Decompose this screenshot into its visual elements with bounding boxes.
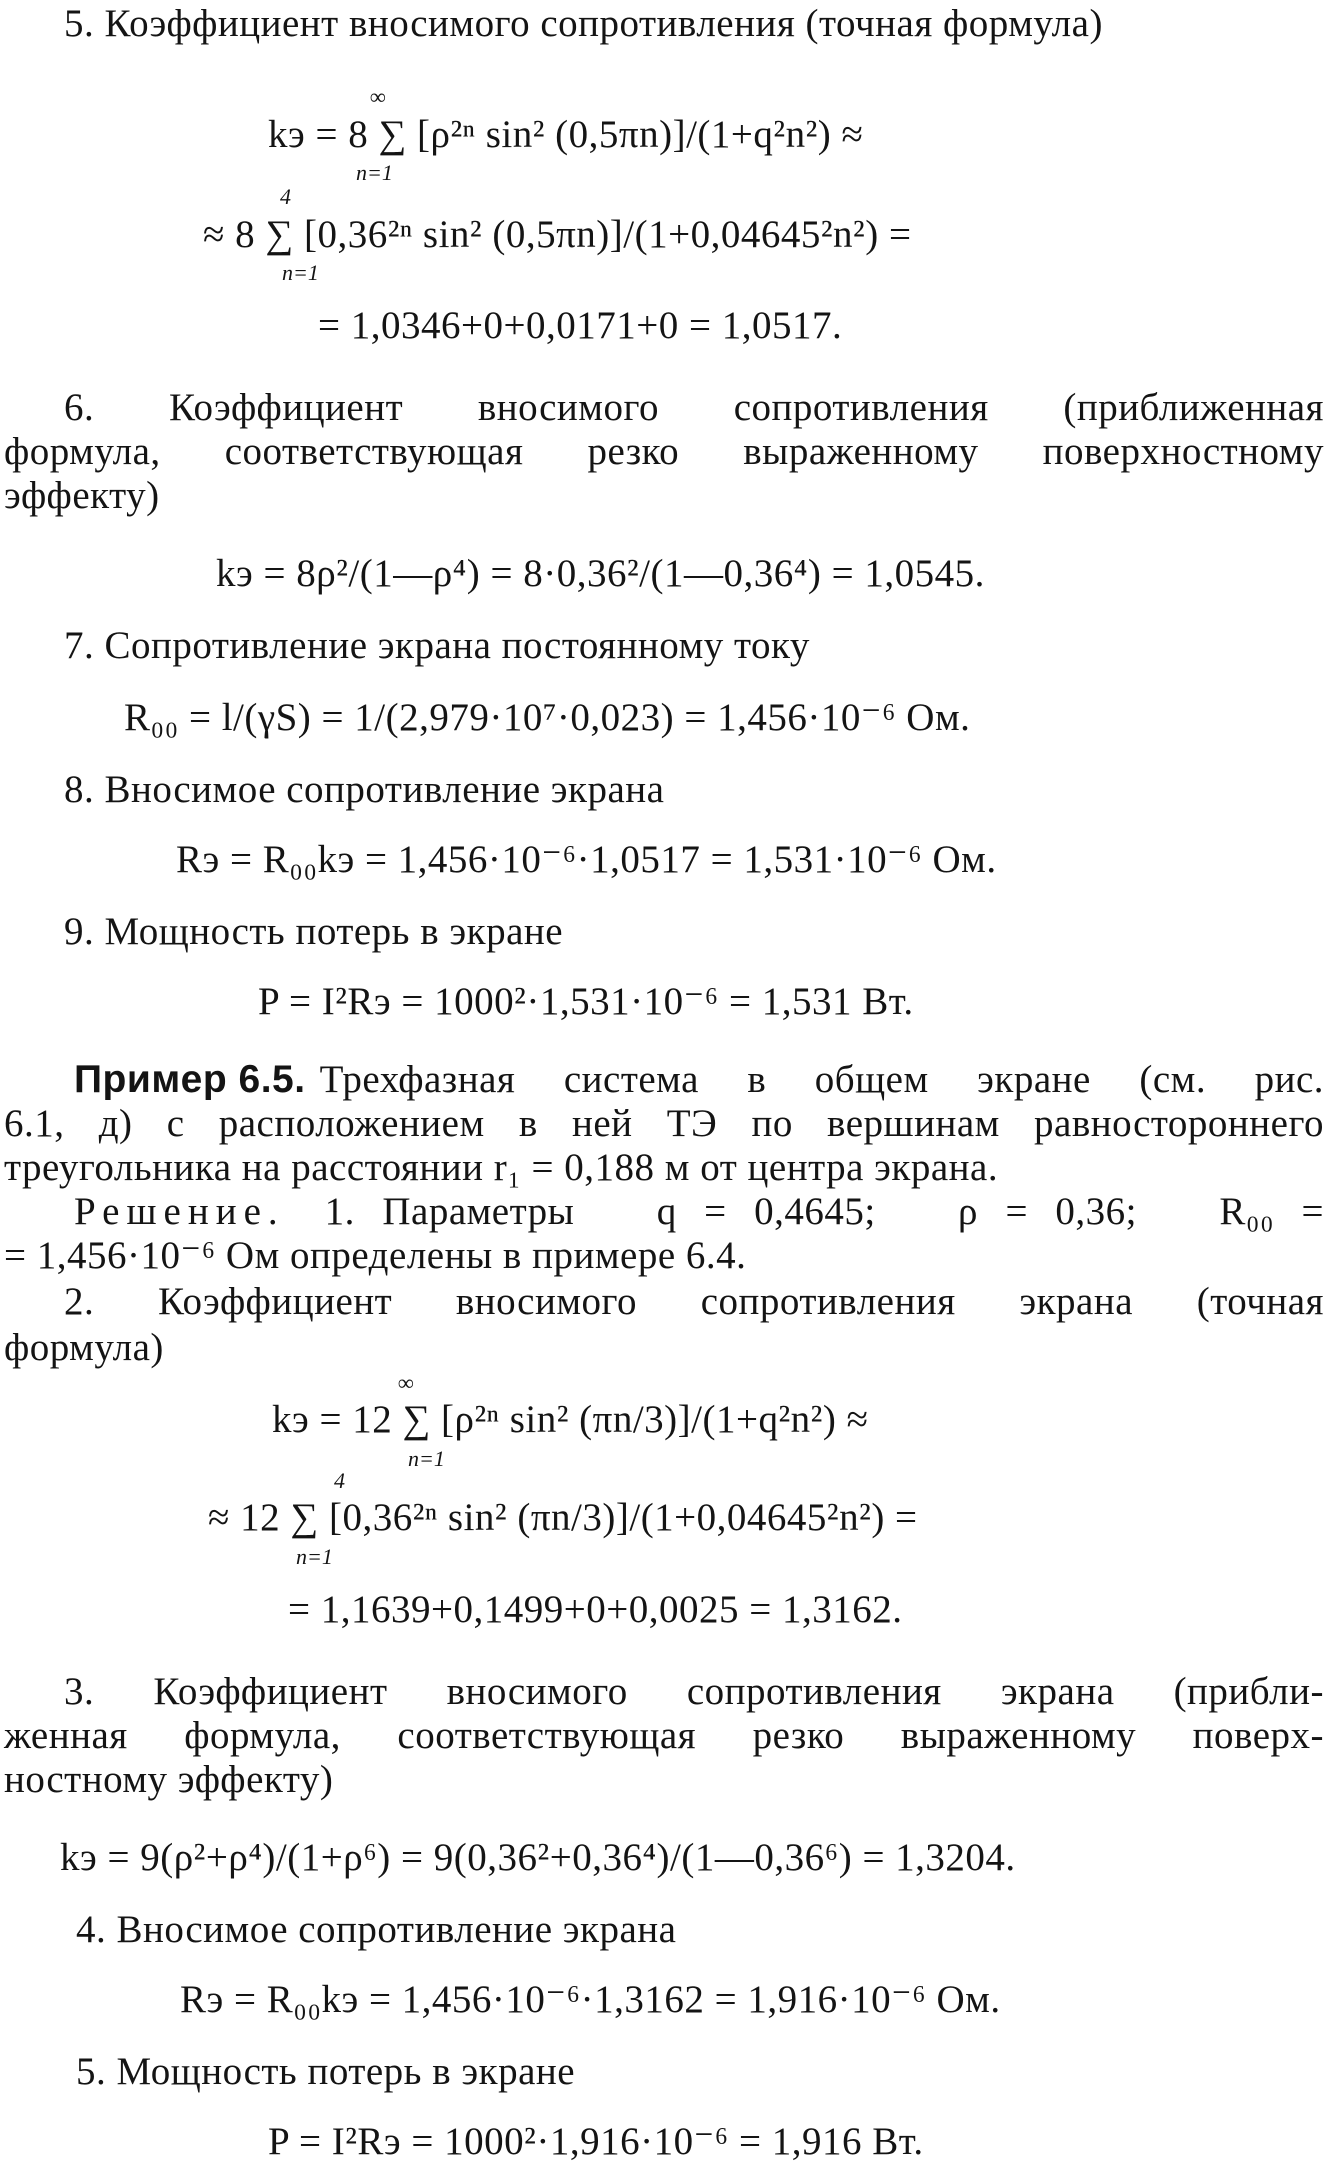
formula-re: Rэ = R₀₀kэ = 1,456·10⁻⁶·1,0517 = 1,531·10⁻⁶ Ом. [176, 838, 997, 881]
step3-line1: 3. Коэффициент вносимого сопротивления экрана (прибли- [64, 1670, 1324, 1713]
sum-lower-limit: n=1 [296, 1544, 333, 1569]
formula-k3-exact-result: = 1,1639+0,1499+0+0,0025 = 1,3162. [288, 1588, 903, 1631]
formula-k-approx: kэ = 8ρ²/(1—ρ⁴) = 8·0,36²/(1—0,36⁴) = 1,0545. [216, 552, 985, 595]
sum-upper-limit: ∞ [398, 1370, 414, 1395]
sum-upper-limit: 4 [280, 184, 291, 209]
step-9-heading: 9. Мощность потерь в экране [64, 910, 564, 953]
formula-r00: R₀₀ = l/(γS) = 1/(2,979·10⁷·0,023) = 1,456·10⁻⁶ Ом. [124, 696, 971, 739]
solution-line2: = 1,456·10⁻⁶ Ом определены в примере 6.4. [4, 1234, 747, 1277]
step-7-heading: 7. Сопротивление экрана постоянному току [64, 624, 810, 667]
formula-k-exact-result: = 1,0346+0+0,0171+0 = 1,0517. [318, 304, 843, 347]
formula-power-2: P = I²Rэ = 1000²·1,916·10⁻⁶ = 1,916 Вт. [268, 2120, 924, 2163]
formula-re-2: Rэ = R₀₀kэ = 1,456·10⁻⁶·1,3162 = 1,916·10⁻⁶ Ом. [180, 1978, 1001, 2021]
formula-k3-exact-line2: ≈ 12 ∑ [0,36²ⁿ sin² (πn/3)]/(1+0,04645²n²) = [208, 1496, 918, 1539]
sum-upper-limit: 4 [334, 1468, 345, 1493]
solution-params: 1. Параметры q = 0,4645; ρ = 0,36; R₀₀ = [324, 1190, 1324, 1233]
example-title-line [74, 1060, 1324, 1099]
example-line2: 6.1, д) с расположением в ней ТЭ по вершинам равностороннего [4, 1102, 1324, 1145]
sum-upper-limit: ∞ [370, 84, 386, 109]
formula-k3-approx: kэ = 9(ρ²+ρ⁴)/(1+ρ⁶) = 9(0,36²+0,36⁴)/(1—0,36⁶) = 1,3204. [60, 1836, 1016, 1879]
sum-lower-limit: n=1 [282, 260, 319, 285]
formula-k-exact-line1: kэ = 8 ∑ [ρ²ⁿ sin² (0,5πn)]/(1+q²n²) ≈ [268, 113, 864, 156]
step3-line3: ностному эффекту) [4, 1758, 334, 1801]
step-6-line1: 6. Коэффициент вносимого сопротивления (приближенная [64, 386, 1324, 429]
solution-word: Решение. [74, 1190, 285, 1233]
step2-line1: 2. Коэффициент вносимого сопротивления экрана (точная [64, 1280, 1324, 1323]
step2-line2: формула) [4, 1326, 164, 1369]
step3-line2: женная формула, соответствующая резко выраженному поверх- [4, 1714, 1324, 1757]
step-6-line2: формула, соответствующая резко выраженному поверхностному [4, 430, 1324, 473]
solution-line1 [74, 1192, 1324, 1231]
step4-heading: 4. Вносимое сопротивление экрана [76, 1908, 677, 1951]
sum-lower-limit: n=1 [408, 1446, 445, 1471]
formula-k-exact-line2: ≈ 8 ∑ [0,36²ⁿ sin² (0,5πn)]/(1+0,04645²n²) = [203, 213, 912, 256]
step-6-line3: эффекту) [4, 474, 160, 517]
example-title: Пример 6.5. [74, 1058, 306, 1101]
example-line3: треугольника на расстоянии r₁ = 0,188 м от центра экрана. [4, 1146, 999, 1189]
formula-power: P = I²Rэ = 1000²·1,531·10⁻⁶ = 1,531 Вт. [258, 980, 914, 1023]
step5-heading: 5. Мощность потерь в экране [76, 2050, 576, 2093]
example-line1: Трехфазная система в общем экране (см. рис. [319, 1058, 1324, 1101]
sum-lower-limit: n=1 [356, 160, 393, 185]
formula-k3-exact-line1: kэ = 12 ∑ [ρ²ⁿ sin² (πn/3)]/(1+q²n²) ≈ [272, 1398, 869, 1441]
step-5-heading: 5. Коэффициент вносимого сопротивления (точная формула) [64, 2, 1103, 45]
step-8-heading: 8. Вносимое сопротивление экрана [64, 768, 665, 811]
